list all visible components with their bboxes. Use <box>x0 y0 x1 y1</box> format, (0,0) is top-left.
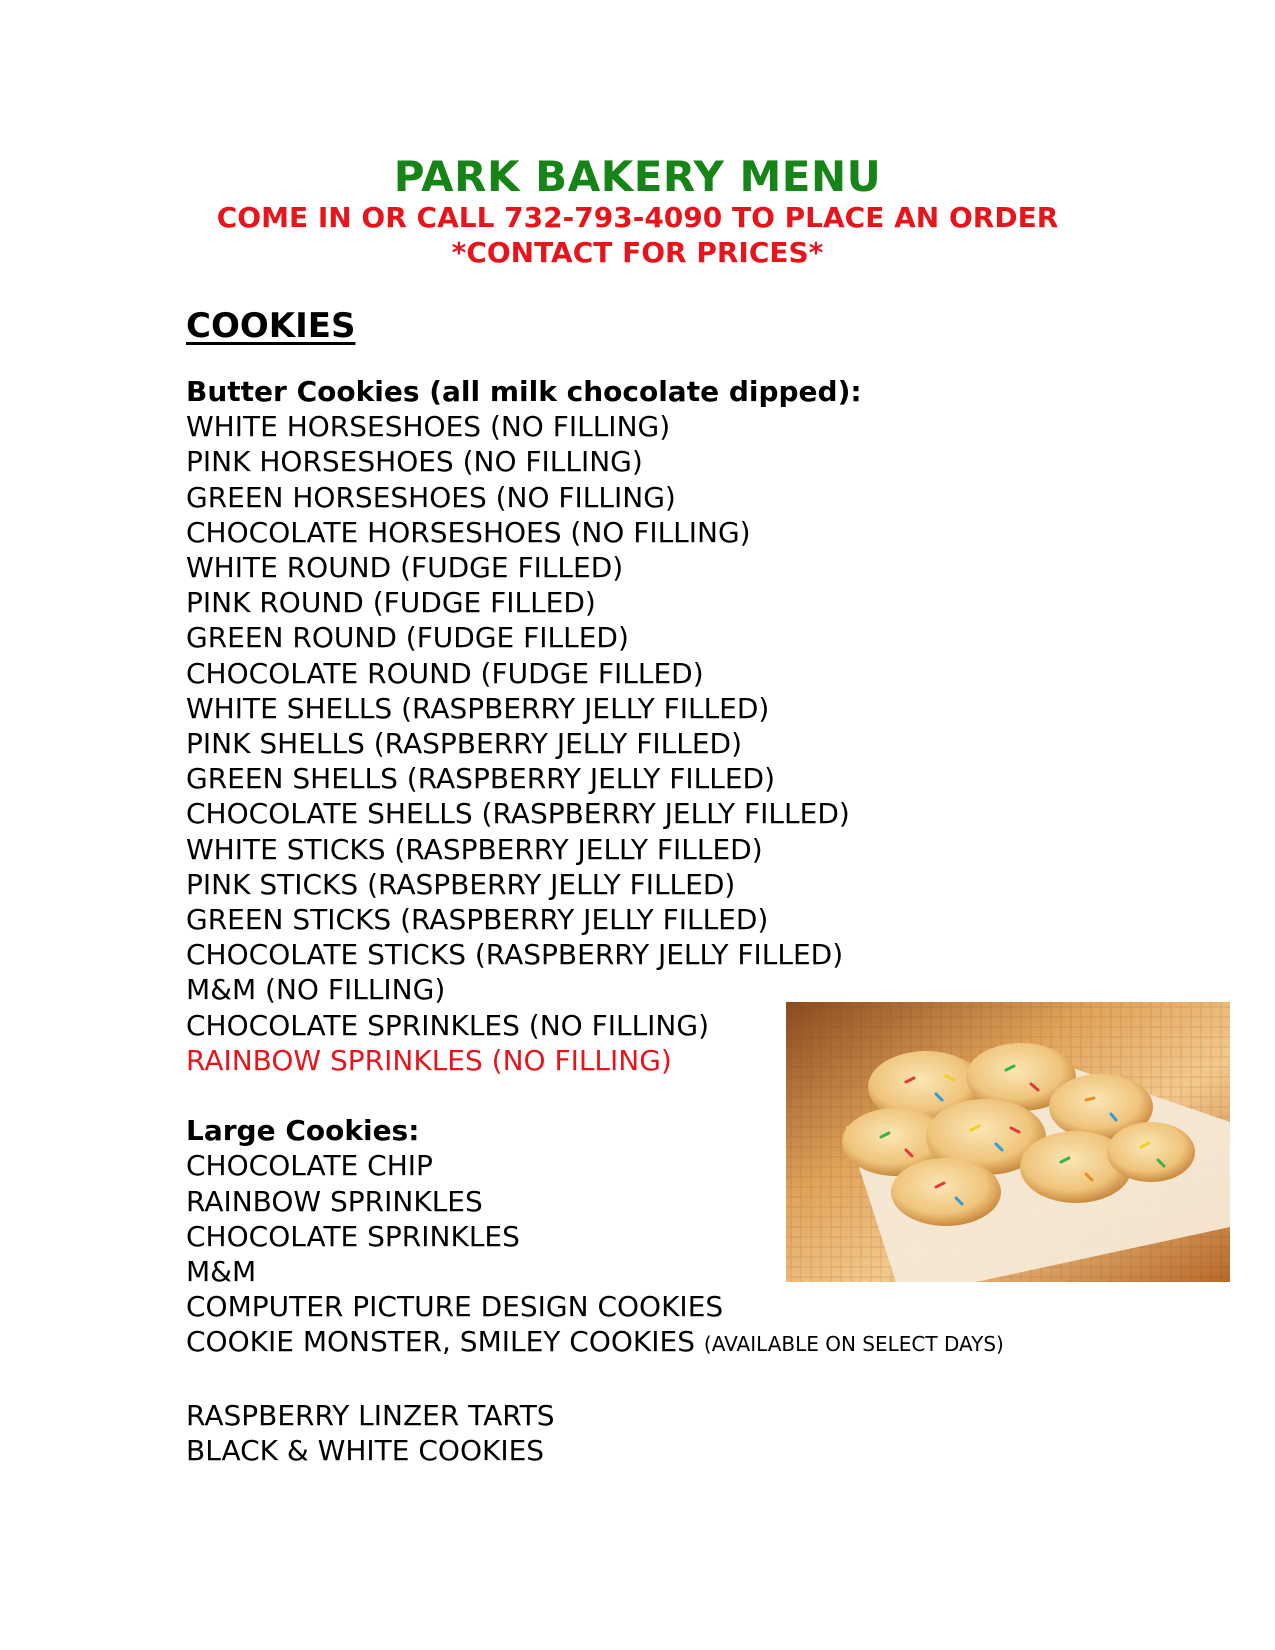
list-item: PINK ROUND (FUDGE FILLED) <box>186 586 596 620</box>
large-cookies-heading: Large Cookies: <box>186 1114 420 1148</box>
list-item: CHOCOLATE SPRINKLES <box>186 1219 520 1253</box>
list-item: GREEN HORSESHOES (NO FILLING) <box>186 480 676 514</box>
list-item: WHITE ROUND (FUDGE FILLED) <box>186 551 624 585</box>
list-item: CHOCOLATE SHELLS (RASPBERRY JELLY FILLED) <box>186 797 850 831</box>
page-title: PARK BAKERY MENU <box>393 152 882 201</box>
list-item: GREEN STICKS (RASPBERRY JELLY FILLED) <box>186 903 769 937</box>
list-item: WHITE HORSESHOES (NO FILLING) <box>186 410 671 444</box>
list-item: PINK STICKS (RASPBERRY JELLY FILLED) <box>186 867 736 901</box>
list-item: BLACK & WHITE COOKIES <box>186 1434 545 1468</box>
list-item: GREEN ROUND (FUDGE FILLED) <box>186 621 629 655</box>
order-instructions: COME IN OR CALL 732-793-4090 TO PLACE AN ORDER <box>216 201 1059 234</box>
list-item: CHOCOLATE HORSESHOES (NO FILLING) <box>186 515 751 549</box>
section-title-cookies: COOKIES <box>186 306 356 346</box>
cookie-list <box>186 374 1004 1468</box>
butter-cookies-heading: Butter Cookies (all milk chocolate dipped): <box>186 375 862 408</box>
list-item: WHITE STICKS (RASPBERRY JELLY FILLED) <box>186 832 763 866</box>
list-item-label: COOKIE MONSTER, SMILEY COOKIES <box>186 1325 696 1359</box>
availability-note: (AVAILABLE ON SELECT DAYS) <box>703 1332 1004 1357</box>
list-item <box>186 1324 1004 1362</box>
list-item: CHOCOLATE STICKS (RASPBERRY JELLY FILLED) <box>186 938 844 972</box>
list-item: RAINBOW SPRINKLES <box>186 1184 483 1218</box>
list-item: GREEN SHELLS (RASPBERRY JELLY FILLED) <box>186 762 776 796</box>
spacer <box>186 1363 1004 1398</box>
list-item: CHOCOLATE SPRINKLES (NO FILLING) <box>186 1008 709 1042</box>
list-item-highlighted: RAINBOW SPRINKLES (NO FILLING) <box>186 1043 672 1077</box>
cookie-photo <box>786 1002 1230 1282</box>
list-item: M&M (NO FILLING) <box>186 973 446 1007</box>
list-item: COMPUTER PICTURE DESIGN COOKIES <box>186 1290 724 1324</box>
list-item: CHOCOLATE ROUND (FUDGE FILLED) <box>186 656 704 690</box>
list-item: PINK SHELLS (RASPBERRY JELLY FILLED) <box>186 727 742 761</box>
price-note: *CONTACT FOR PRICES* <box>451 236 824 269</box>
list-item: CHOCOLATE CHIP <box>186 1149 433 1183</box>
list-item: M&M <box>186 1255 257 1289</box>
list-item: PINK HORSESHOES (NO FILLING) <box>186 445 643 479</box>
list-item: RASPBERRY LINZER TARTS <box>186 1398 555 1432</box>
list-item: WHITE SHELLS (RASPBERRY JELLY FILLED) <box>186 691 770 725</box>
